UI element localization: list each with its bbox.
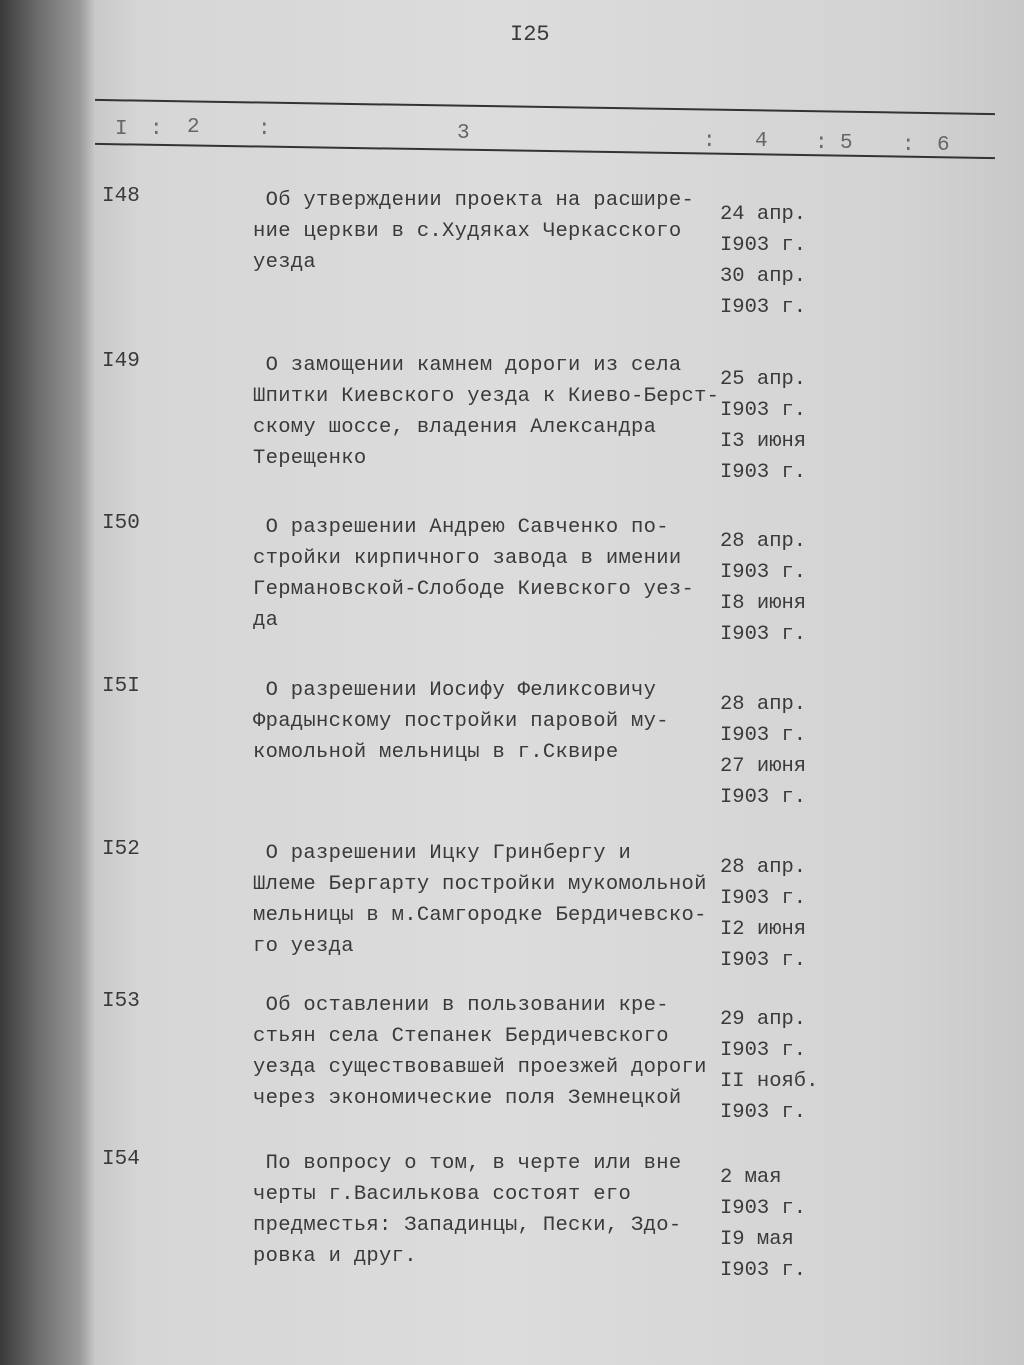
entry-description bbox=[253, 350, 719, 474]
entry-dates bbox=[720, 364, 806, 488]
description-line: Фрадынскому постройки паровой му- bbox=[253, 710, 669, 733]
description-line: Шпитки Киевского уезда к Киево-Берст- bbox=[253, 385, 720, 408]
description-line: черты г.Василькова состоят его bbox=[253, 1183, 632, 1206]
entry-dates bbox=[720, 852, 806, 976]
description-line: По вопросу о том, в черте или вне bbox=[253, 1152, 682, 1175]
description-line: Германовской-Слободе Киевского уез- bbox=[253, 578, 695, 601]
description-line: скому шоссе, владения Александра bbox=[253, 416, 657, 439]
entry-number: I5I bbox=[102, 675, 140, 698]
col-sep: : bbox=[703, 130, 716, 153]
entry-description bbox=[253, 990, 707, 1114]
description-line: ние церкви в с.Худяках Черкасского bbox=[253, 220, 682, 243]
date-line: 27 июня bbox=[720, 755, 807, 778]
description-line: Терещенко bbox=[253, 447, 367, 470]
date-line: 2 мая bbox=[720, 1166, 782, 1189]
description-line: через экономические поля Земнецкой bbox=[253, 1087, 682, 1110]
date-line: I903 г. bbox=[720, 234, 807, 257]
entry-number: I50 bbox=[102, 512, 140, 535]
col-3: 3 bbox=[457, 122, 470, 145]
date-line: 30 апр. bbox=[720, 265, 807, 288]
date-line: I903 г. bbox=[720, 1101, 807, 1124]
col-sep: : bbox=[258, 118, 271, 141]
entry-description bbox=[253, 675, 669, 768]
entry-dates bbox=[720, 1162, 806, 1286]
entry-description bbox=[253, 185, 694, 278]
description-line: стройки кирпичного завода в имении bbox=[253, 547, 682, 570]
date-line: II нояб. bbox=[720, 1070, 819, 1093]
description-line: О замощении камнем дороги из села bbox=[253, 354, 682, 377]
description-line: уезда существовавшей проезжей дороги bbox=[253, 1056, 707, 1079]
description-line: О разрешении Андрею Савченко по- bbox=[253, 516, 669, 539]
col-6: 6 bbox=[937, 134, 950, 157]
description-line: Шлеме Бергарту постройки мукомольной bbox=[253, 873, 707, 896]
description-line: го уезда bbox=[253, 935, 354, 958]
date-line: I903 г. bbox=[720, 786, 807, 809]
date-line: I3 июня bbox=[720, 430, 807, 453]
col-sep: : bbox=[150, 118, 163, 141]
entry-dates bbox=[720, 199, 806, 323]
entry-dates bbox=[720, 689, 806, 813]
entry-number: I54 bbox=[102, 1148, 140, 1171]
date-line: I903 г. bbox=[720, 296, 807, 319]
date-line: 28 апр. bbox=[720, 856, 807, 879]
entry-number: I52 bbox=[102, 838, 140, 861]
date-line: I903 г. bbox=[720, 623, 807, 646]
description-line: О разрешении Ицку Гринбергу и bbox=[253, 842, 632, 865]
header-rule-bottom bbox=[95, 143, 995, 159]
page-number: I25 bbox=[510, 22, 550, 47]
description-line: ровка и друг. bbox=[253, 1245, 417, 1268]
date-line: I903 г. bbox=[720, 399, 807, 422]
col-sep: : bbox=[902, 134, 915, 157]
entry-dates bbox=[720, 526, 806, 650]
description-line: да bbox=[253, 609, 279, 632]
col-sep: : bbox=[815, 132, 828, 155]
col-5: 5 bbox=[840, 132, 853, 155]
header-rule-top bbox=[95, 99, 995, 115]
col-4: 4 bbox=[755, 130, 768, 153]
description-line: стьян села Степанек Бердичевского bbox=[253, 1025, 669, 1048]
date-line: I903 г. bbox=[720, 724, 807, 747]
entry-number: I48 bbox=[102, 185, 140, 208]
description-line: уезда bbox=[253, 251, 317, 274]
entry-description bbox=[253, 1148, 681, 1272]
description-line: предместья: Западинцы, Пески, Здо- bbox=[253, 1214, 682, 1237]
description-line: мельницы в м.Самгородке Бердичевско- bbox=[253, 904, 707, 927]
entry-number: I53 bbox=[102, 990, 140, 1013]
description-line: комольной мельницы в г.Сквире bbox=[253, 741, 619, 764]
date-line: I903 г. bbox=[720, 561, 807, 584]
date-line: I903 г. bbox=[720, 461, 807, 484]
description-line: Об утверждении проекта на расшире- bbox=[253, 189, 695, 212]
entry-description bbox=[253, 838, 707, 962]
date-line: I903 г. bbox=[720, 1259, 807, 1282]
col-2: 2 bbox=[187, 116, 200, 139]
date-line: I903 г. bbox=[720, 949, 807, 972]
description-line: О разрешении Иосифу Феликсовичу bbox=[253, 679, 657, 702]
entry-number: I49 bbox=[102, 350, 140, 373]
date-line: I903 г. bbox=[720, 1197, 807, 1220]
date-line: 25 апр. bbox=[720, 368, 807, 391]
date-line: I903 г. bbox=[720, 1039, 807, 1062]
date-line: 28 апр. bbox=[720, 693, 807, 716]
description-line: Об оставлении в пользовании кре- bbox=[253, 994, 669, 1017]
date-line: I2 июня bbox=[720, 918, 807, 941]
date-line: I903 г. bbox=[720, 887, 807, 910]
date-line: I9 мая bbox=[720, 1228, 794, 1251]
date-line: 24 апр. bbox=[720, 203, 807, 226]
entry-dates bbox=[720, 1004, 818, 1128]
date-line: 28 апр. bbox=[720, 530, 807, 553]
col-1: I bbox=[115, 118, 128, 141]
entry-description bbox=[253, 512, 694, 636]
date-line: I8 июня bbox=[720, 592, 807, 615]
date-line: 29 апр. bbox=[720, 1008, 807, 1031]
